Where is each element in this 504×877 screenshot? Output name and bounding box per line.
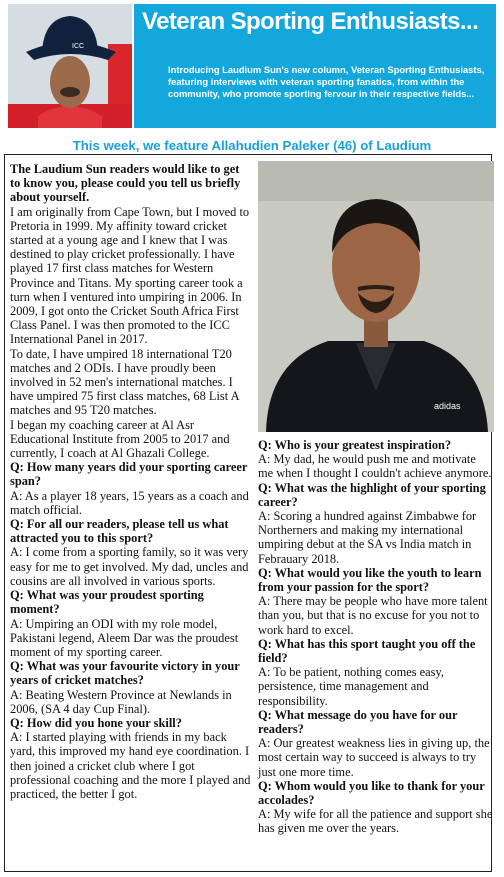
interview-question: Q: Who is your greatest inspiration? [258, 438, 452, 452]
header-banner [134, 4, 496, 128]
header-portrait [8, 4, 132, 128]
interview-question: The Laudium Sun readers would like to get to know you, please could you tell us briefly about yourself. [10, 162, 241, 205]
interview-question: Q: What has this sport taught you off the field? [258, 636, 476, 666]
interview-question: Q: Whom would you like to thank for your accolades? [258, 778, 485, 808]
interview-answer: A: My dad, he would push me and motivate me when I thought I couldn't achieve anymore. [258, 452, 492, 481]
interview-answer: A: I come from a sporting family, so it was very easy for me to get involved. My dad, uncles and cousins are all involved in various sports. [10, 545, 249, 588]
interview-question: Q: How many years did your sporting career span? [10, 460, 248, 489]
interview-answer: A: Umpiring an ODI with my role model, Pakistani legend, Aleem Dar was the proudest moment of my sporting career. [10, 616, 239, 659]
column-title: Veteran Sporting Enthusiasts... [142, 8, 479, 35]
interview-answer: A: Our greatest weakness lies in giving up, the most certain way to succeed is always to try just one more time. [258, 736, 490, 779]
right-column [258, 438, 494, 836]
feature-line: This week, we feature Allahudien Paleker (46) of Laudium [72, 138, 432, 153]
umpire-portrait-illustration [8, 4, 132, 128]
interview-answer: A: Scoring a hundred against Zimbabwe for Northerners and making my international umpiring debut at the SA vs India match in Febrauary 2018. [258, 509, 477, 566]
interview-answer: A: Beating Western Province at Newlands in 2006, (SA 4 day Cup Final). [10, 687, 232, 716]
interviewee-portrait-illustration [258, 161, 494, 432]
interview-question: Q: What message do you have for our readers? [258, 707, 458, 737]
svg-text:ICC: ICC [72, 43, 85, 50]
interview-answer: I began my coaching career at Al Asr Educational Institute from 2005 to 2017 and currently, I coach at Al Ghazali College. [10, 417, 230, 461]
interview-answer: A: I started playing with friends in my back yard, this improved my hand eye coordination. I then joined a cricket club where I got professional coaching and the more I played and practiced, the better I got. [10, 730, 251, 801]
interview-question: Q: What was your proudest sporting moment? [10, 588, 204, 617]
svg-text:adidas: adidas [434, 401, 461, 411]
interview-answer: I am originally from Cape Town, but I moved to Pretoria in 1999. My affinity toward cricket started at a young age and I knew that I was destined to play cricket professionally. I have played 17 first class matches for Western Province and Titans. My sporting career took a turn when I ventured into umpiring in 2006. In 2009, I got onto the Cricket South Africa First Class Panel. I was then promoted to the ICC International Panel in 2017. [10, 204, 250, 347]
interview-question: Q: How did you hone your skill? [10, 715, 182, 730]
interview-answer: A: To be patient, nothing comes easy, persistence, time management and responsibility. [258, 665, 444, 708]
column-header [8, 4, 496, 128]
interview-answer: A: As a player 18 years, 15 years as a coach and match official. [10, 488, 249, 517]
interviewee-photo [258, 161, 494, 432]
interview-question: Q: What was your favourite victory in your years of cricket matches? [10, 659, 240, 688]
interview-answer: A: There may be people who have more talent than you, but that is no excuse for you not to work hard to excel. [258, 594, 488, 637]
column-intro: Introducing Laudium Sun's new column, Veteran Sporting Enthusiasts, featuring interviews with veteran sporting fanatics, from within the community, who promote sporting fervour in their respective fields... [168, 64, 485, 99]
interview-question: Q: What was the highlight of your sporting career? [258, 480, 486, 509]
interview-question: Q: For all our readers, please tell us what attracted you to this sport? [10, 517, 229, 546]
interview-answer: To date, I have umpired 18 international T20 matches and 2 ODIs. I have proudly been involved in 52 men's international matches. I have umpired 75 first class matches, 68 List A matches and 95 T20 matches. [10, 346, 239, 418]
left-column [10, 162, 252, 801]
interview-question: Q: What would you like the youth to learn from your passion for the sport? [258, 565, 482, 595]
interview-answer: A: My wife for all the patience and support she has given me over the years. [258, 807, 493, 836]
